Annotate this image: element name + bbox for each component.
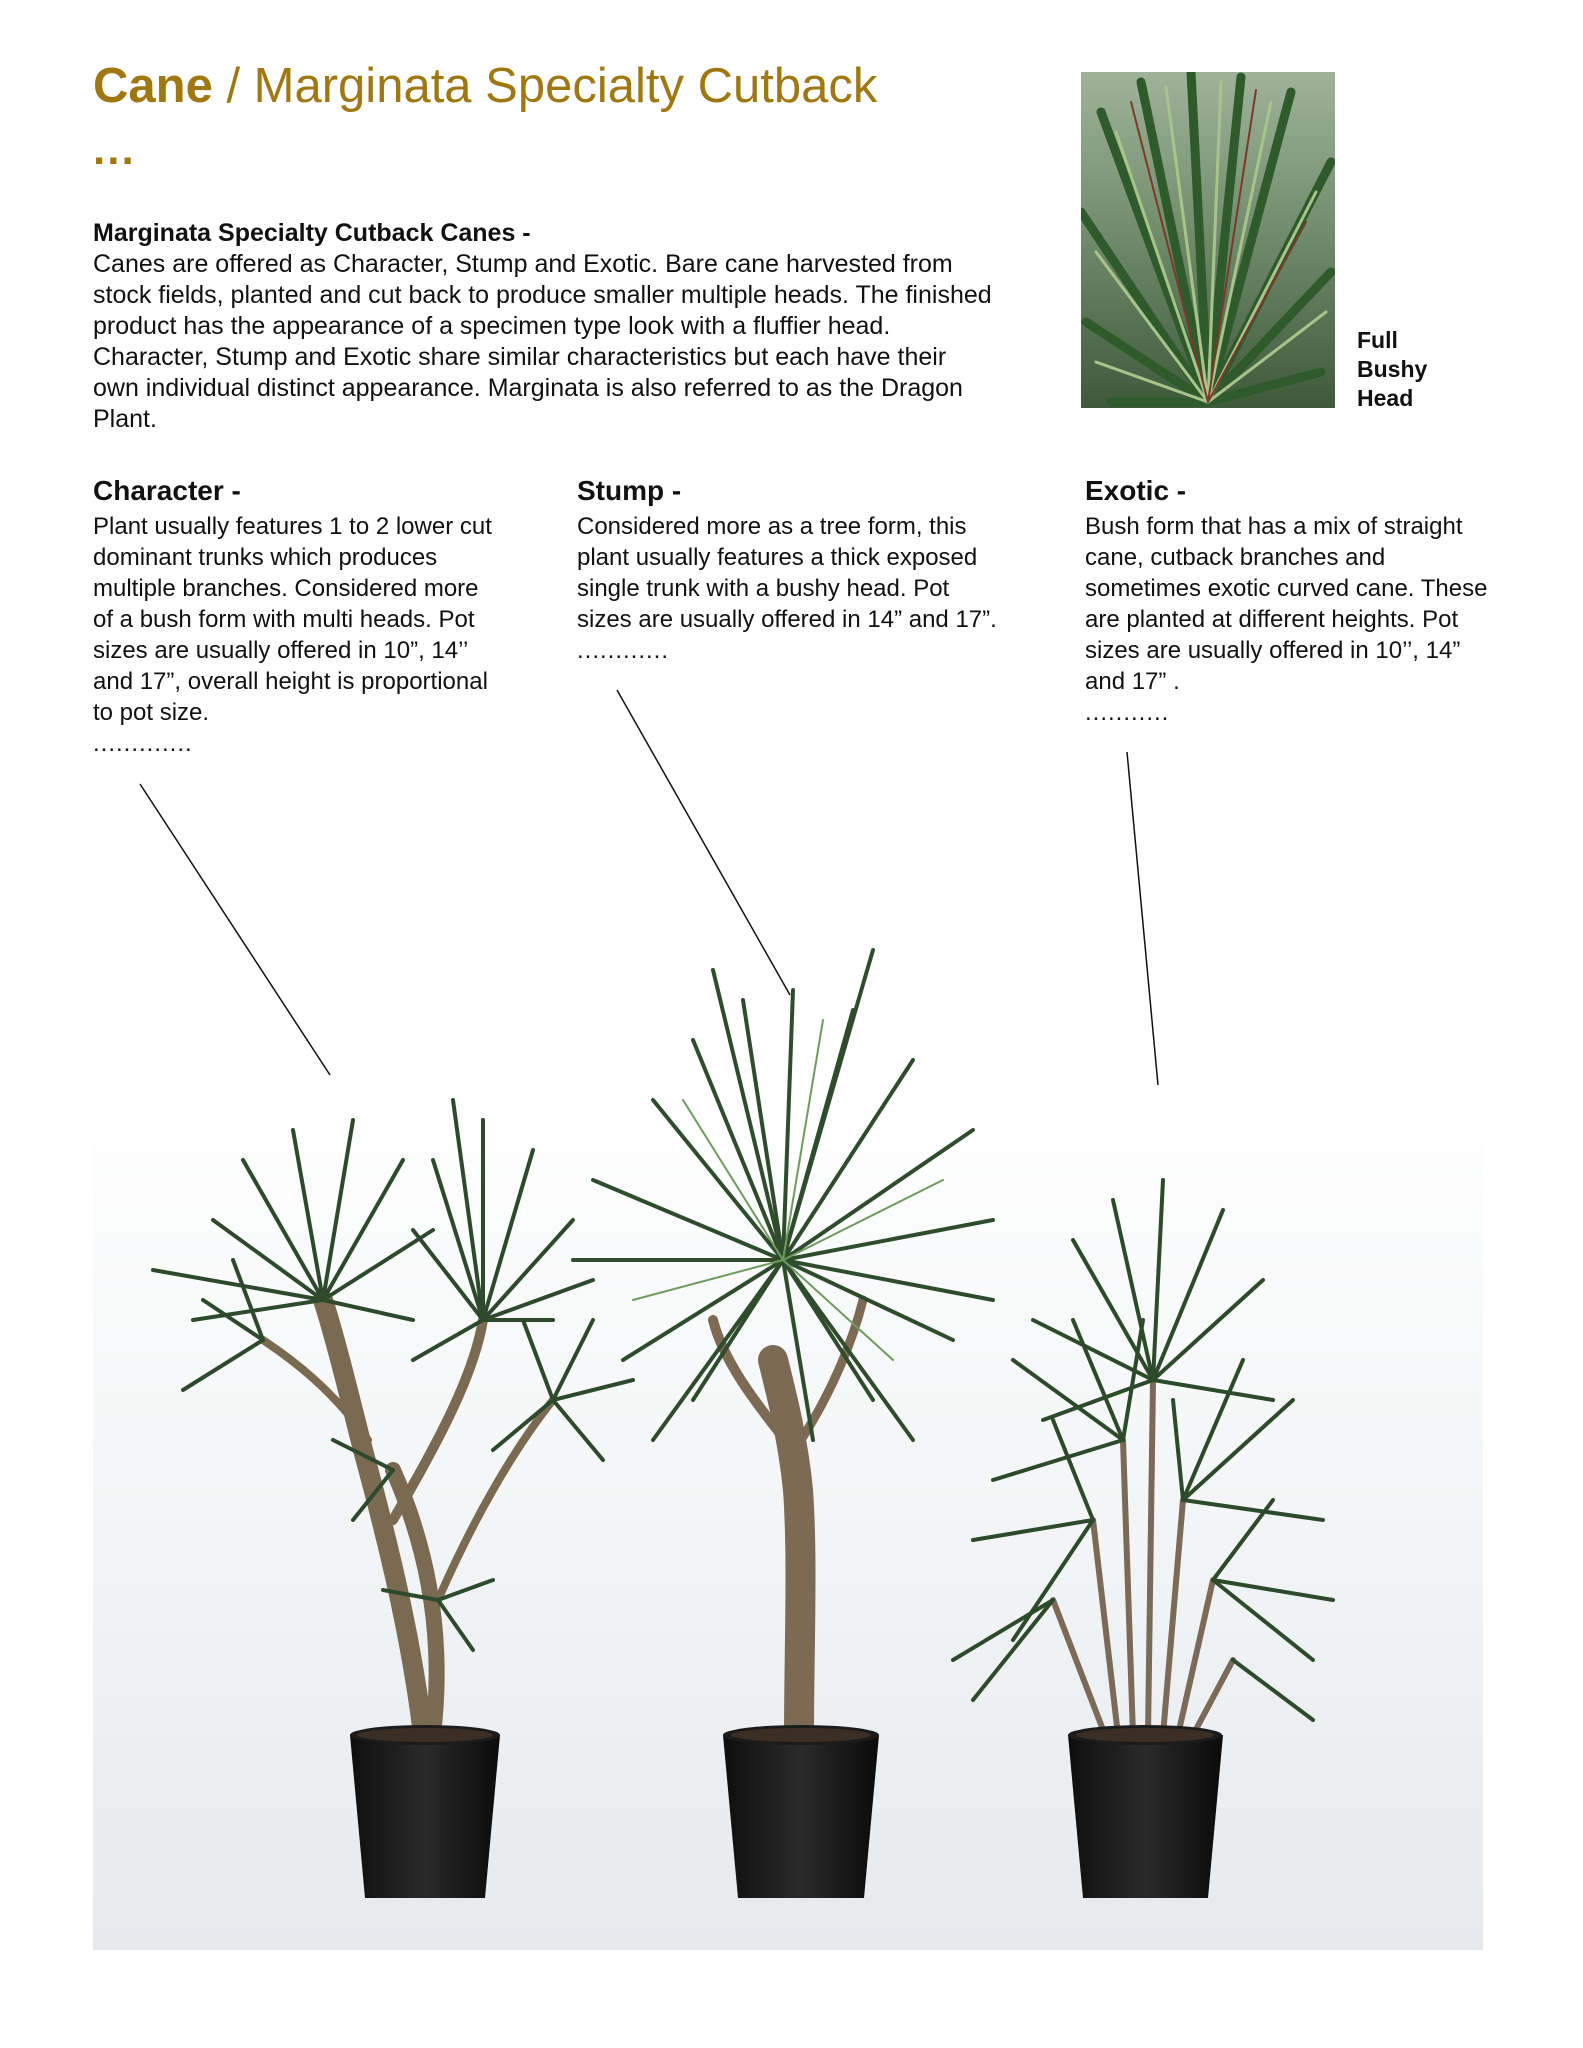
exotic-heading: Exotic -: [1085, 475, 1187, 506]
caption-line-2: Bushy: [1357, 356, 1428, 382]
character-section: [93, 474, 503, 759]
character-heading: Character -: [93, 475, 241, 506]
stump-heading: Stump -: [577, 475, 682, 506]
character-dots: .............: [93, 730, 193, 757]
intro-section: [93, 218, 993, 435]
bushy-head-photo: [1081, 72, 1335, 408]
caption-line-1: Full: [1357, 327, 1398, 353]
plants-photo: [93, 800, 1483, 1950]
exotic-dots: ...........: [1085, 699, 1170, 726]
page-title: [93, 60, 877, 114]
title-strong: Cane: [93, 59, 213, 113]
caption-line-3: Head: [1357, 385, 1414, 411]
intro-body: Canes are offered as Character, Stump and Exotic. Bare cane harvested from stock fields, planted and cut back to produce smaller multiple heads. The finished product has the appearance of a specimen type look with a fluffier head. Character, Stump and Exotic share similar characteristics but each have their own individual distinct appearance. Marginata is also referred to as the Dragon Plant.: [93, 250, 992, 433]
intro-heading: Marginata Specialty Cutback Canes -: [93, 219, 531, 247]
stump-section: [577, 474, 1007, 666]
thumbnail-caption: [1357, 326, 1427, 413]
plants-illustration: [93, 800, 1483, 1950]
character-body: Plant usually features 1 to 2 lower cut dominant trunks which produces multiple branches. Considered more of a bush form with multi heads. Pot sizes are usually offered in 10”, 14’’ and 17”, overall height is proportional to pot size.: [93, 513, 492, 726]
exotic-section: [1085, 474, 1495, 728]
stump-body: Considered more as a tree form, this plant usually features a thick exposed single trunk with a bushy head. Pot sizes are usually offered in 14” and 17”.: [577, 513, 997, 633]
exotic-body: Bush form that has a mix of straight cane, cutback branches and sometimes exotic curved cane. These are planted at different heights. Pot sizes are usually offered in 10’’, 14” and 17” .: [1085, 513, 1488, 695]
title-rest: / Marginata Specialty Cutback: [212, 59, 878, 113]
bushy-head-illustration: [1081, 72, 1335, 408]
title-ellipsis: ...: [93, 125, 136, 174]
stump-dots: ............: [577, 637, 670, 664]
